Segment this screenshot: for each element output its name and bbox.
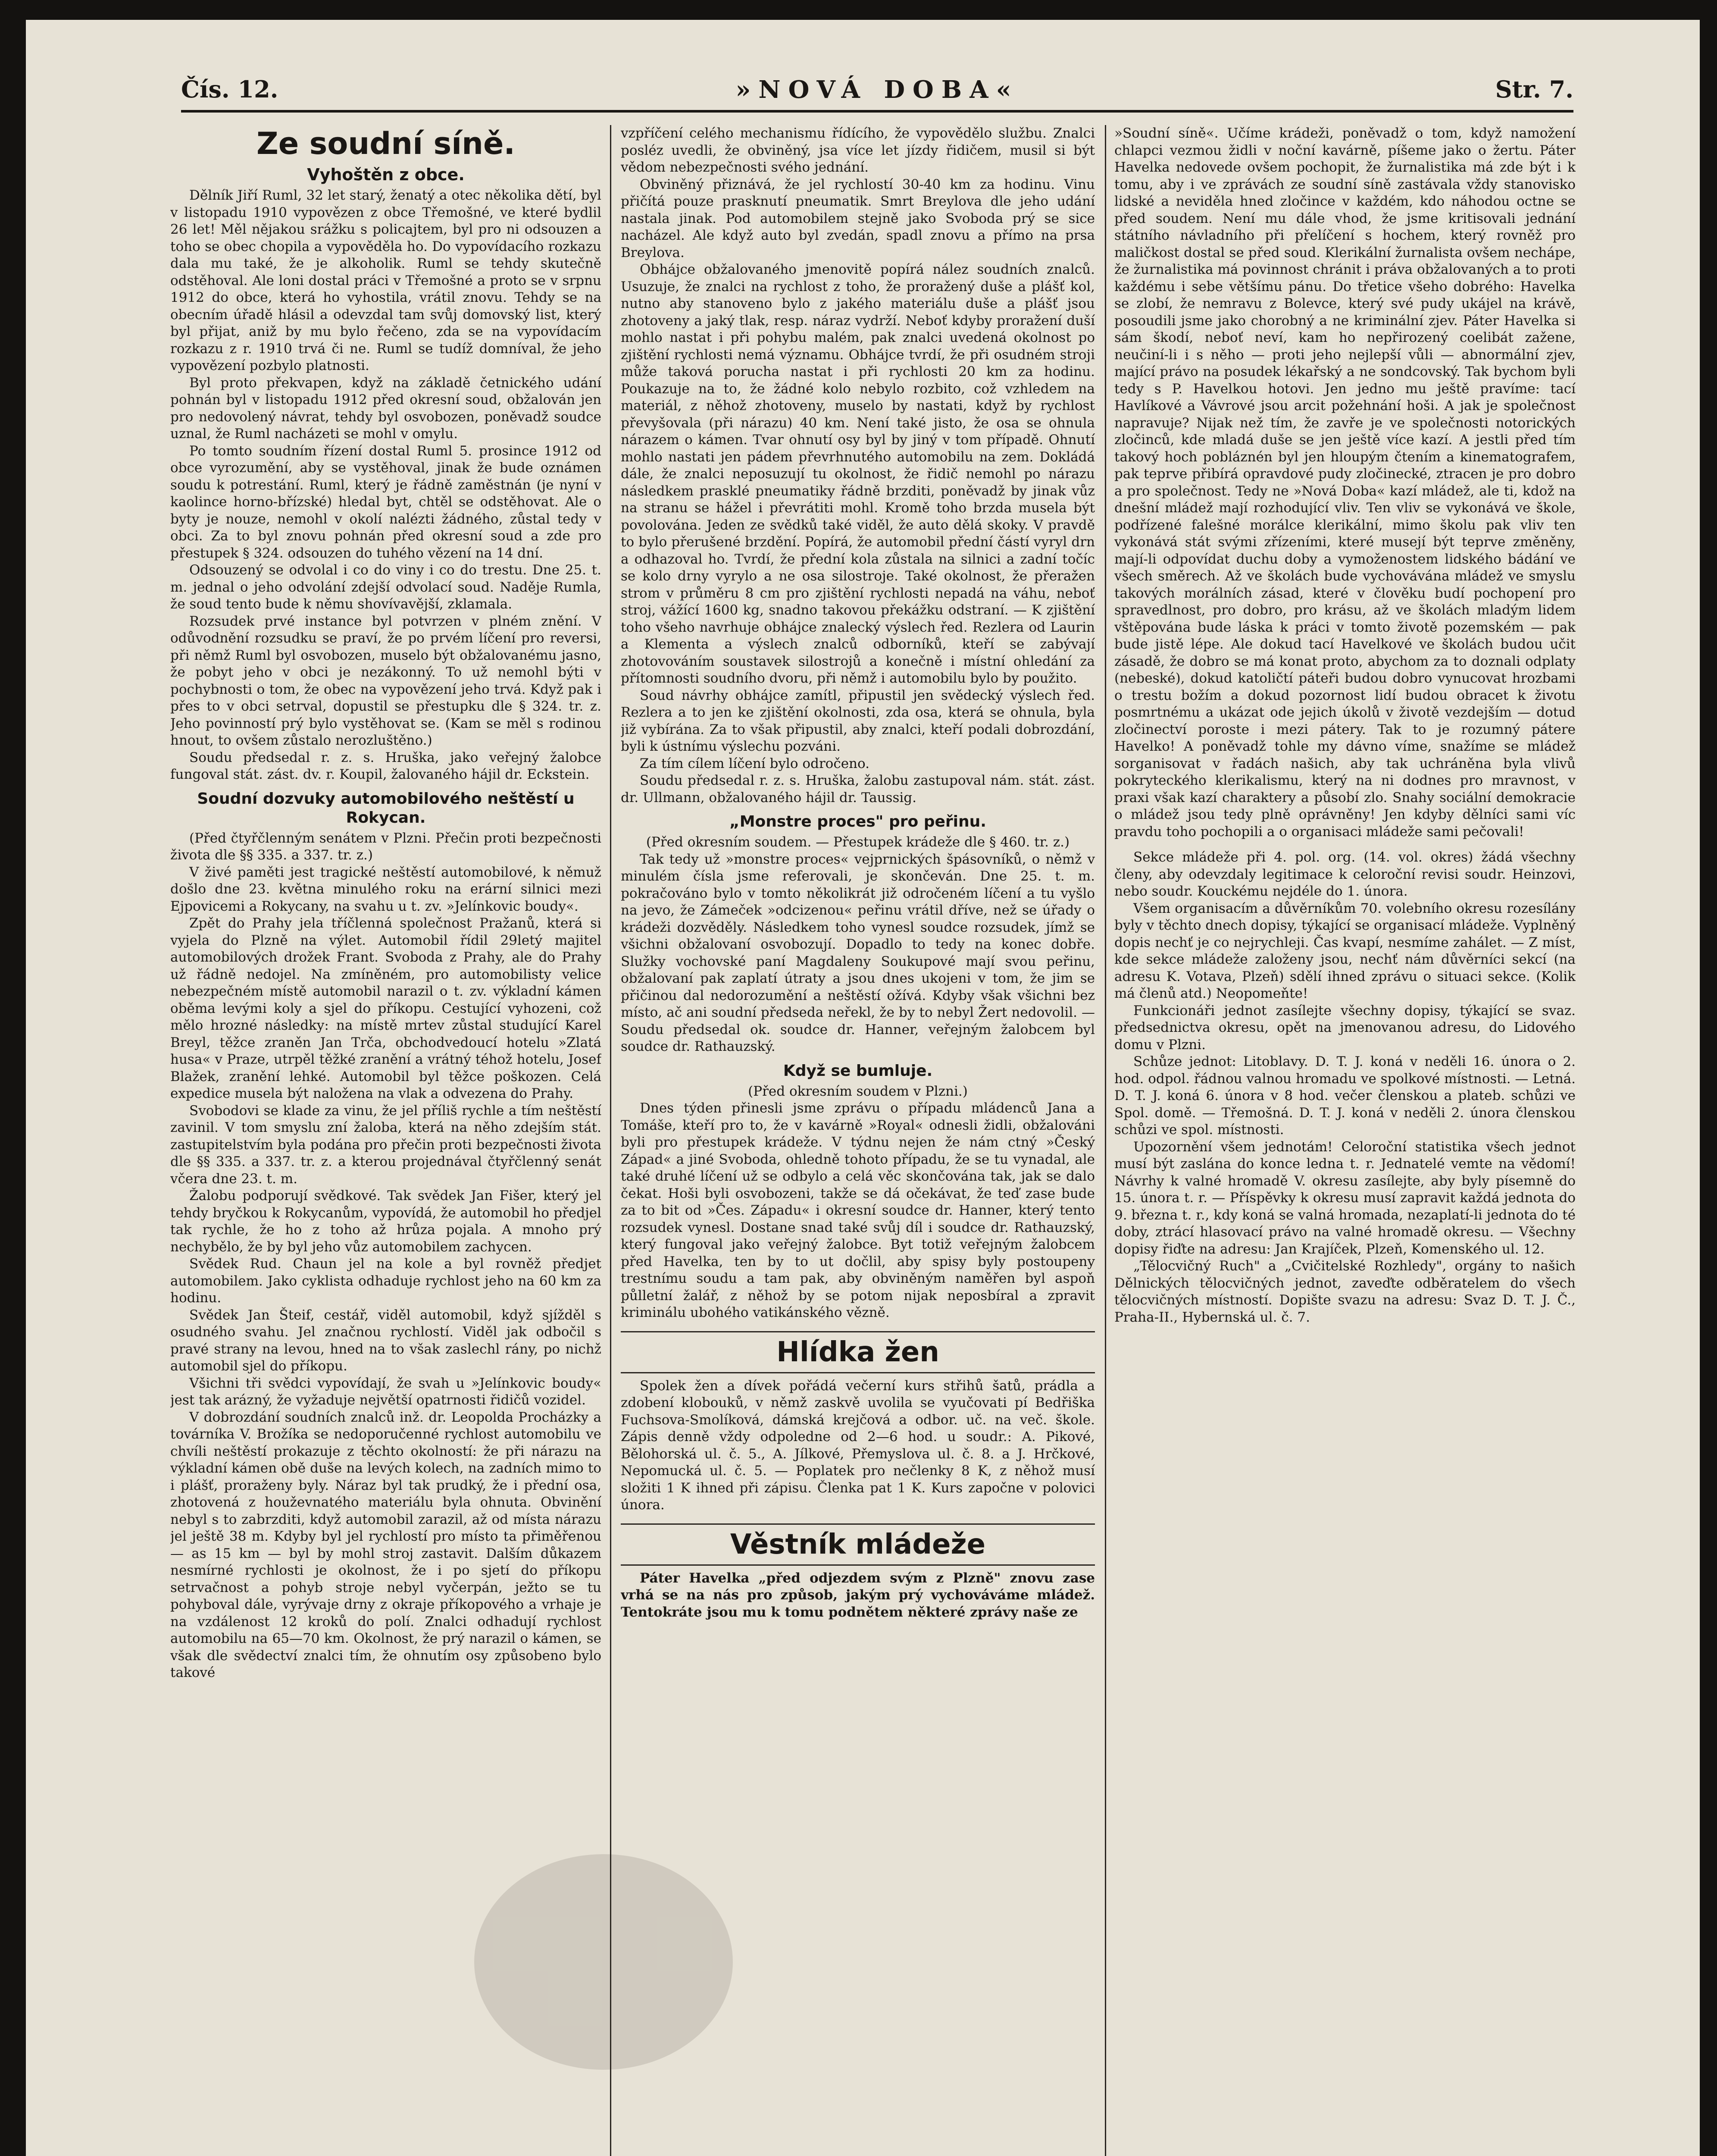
article-headline: „Monstre proces" pro peřinu.	[729, 813, 986, 830]
article-paragraph: Svědek Rud. Chaun jel na kole a byl rovněž předjet automobilem. Jako cyklista odhaduje rychlost jeho na 60 km za hodinu.	[170, 1256, 601, 1306]
column-rule	[1105, 125, 1106, 2156]
article-paragraph: (Před okresním soudem v Plzni.)	[748, 1083, 968, 1099]
article-paragraph: Schůze jednot: Litoblavy. D. T. J. koná v neděli 16. února o 2. hod. odpol. řádnou valnou hromadu ve spolkové místnosti. — Letná. D. T. J. koná 6. února v 8 hod. večer členskou a plateb. schůzi ve Spol. domě. — Třemošná. D. T. J. koná v neděli 2. února členskou schůzi ve spol. místnosti.	[1114, 1054, 1576, 1138]
section-title: Hlídka žen	[621, 1331, 1095, 1373]
article-paragraph: „Tělocvičný Ruch" a „Cvičitelské Rozhledy", orgány to našich Dělnických tělocvičných jednot, zaveďte odběratelem do všech tělocvičných místností. Dopište svazu na adresu: Svaz D. T. J. Č., Praha-II., Hybernská ul. č. 7.	[1114, 1258, 1576, 1325]
page-number: Str. 7.	[1495, 75, 1573, 103]
article-paragraph: Páter Havelka „před odjezdem svým z Plzně" znovu zase vrhá se na nás pro způsob, jakým prý vychováváme mládež. Tentokráte jsou mu k tomu podnětem některé zprávy naše ze	[621, 1570, 1095, 1620]
article-paragraph: Rozsudek prvé instance byl potvrzen v plném znění. V odůvodnění rozsudku se praví, že po prvém líčení pro reversi, při němž Ruml byl osvobozen, muselo být obžalovanému jasno, že pobyt jeho v obci je nezákonný. To už nemohl býti v pochybnosti o tom, že obec na vypovězení jeho trvá. Když pak i přes to v obci setrval, dopustil se přestupku dle § 324. tr. z. Jeho povinností prý bylo vystěhovat se. (Kam se měl s rodinou hnout, to ovšem zůstalo nerozluštěno.)	[170, 613, 601, 748]
scan-border-top	[0, 0, 1717, 20]
article-paragraph: Sekce mládeže při 4. pol. org. (14. vol. okres) žádá všechny členy, aby odevzdaly legitimace k celoroční revisi soudr. Heinzovi, nebo soudr. Kouckému nejdéle do 1. února.	[1114, 849, 1576, 899]
article-paragraph: Tak tedy už »monstre proces« vejprnických špásovníků, o němž v minulém čísla jsme referovali, je skončeván. Dne 25. t. m. pokračováno bylo v tomto několikrát již odročeném líčení a tu vyšlo na jevo, že Zámeček »odcizenou« peřinu vrátil dříve, než se úřady o krádeži dozvěděly. Následkem toho vynesl soudce rozsudek, jímž se všichni obžalovaní osvobozují. Dopadlo to tedy na konec dobře. Služky vochovské paní Magdaleny Soukupové mají svou peřinu, obžalovaní pak zaplatí útraty a jsou dnes ukojeni v tom, že jim se přičinou dal nedorozumění a neštěstí ožívá. Kdyby však všichni bez místo, ač ani soudní předseda neřekl, že by to nebyl Žert nedovolil. — Soudu předsedal ok. soudce dr. Hanner, veřejným žalobcem byl soudce dr. Rathauzský.	[621, 851, 1095, 1054]
article-paragraph: Všem organisacím a důvěrníkům 70. volebního okresu rozesílány byly v těchto dnech dopisy, týkající se organisací mládeže. Vyplněný dopis nechť je co nejrychleji. Čas kvapí, nesmíme zahálet. — Z míst, kde sekce mládeže založeny jsou, nechť nám důvěrníci sekcí (na adresu K. Votava, Plzeň) sdělí ihned zprávu o situaci sekce. (Kolik má členů atd.) Neopomeňte!	[1114, 900, 1576, 1001]
article-headline: Soudní dozvuky automobilového neštěstí u Rokycan.	[197, 790, 575, 827]
article-paragraph: Zpět do Prahy jela tříčlenná společnost Pražanů, která si vyjela do Plzně na výlet. Automobil řídil 29letý majitel automobilových drožek Frant. Svoboda z Prahy, ale do Prahy už řádně nedojel. Na zmíněném, pro automobilisty velice nebezpečném místě automobil narazil o t. zv. výkladní kámen oběma levými koly a sjel do příkopu. Cestující vyhozeni, což mělo hrozné následky: na místě mrtev zůstal studující Karel Breyl, těžce zraněn Jan Trča, obchodvedoucí hotelu »Zlatá husa« v Praze, utrpěl těžké zranění a vrátný téhož hotelu, Josef Blažek, zranění lehké. Automobil byl těžce poškozen. Celá expedice musela být naložena na vlak a odvezena do Prahy.	[170, 915, 601, 1101]
column-rule	[610, 125, 611, 2156]
article-paragraph: Svědek Jan Šteif, cestář, viděl automobil, když sjížděl s osudného svahu. Jel značnou rychlostí. Viděl jak odbočil s pravé strany na levou, hned na to však zaslechl rány, po nichž automobil sjel do příkopu.	[170, 1307, 601, 1374]
page-header	[181, 75, 1573, 113]
scan-border-left	[0, 0, 26, 2156]
article-headline: Vyhoštěn z obce.	[307, 165, 465, 184]
article-paragraph: Dnes týden přinesli jsme zprávu o případu mládenců Jana a Tomáše, kteří pro to, že v kavárně »Royal« odnesli židli, obžalováni byli pro přestupek krádeže. V týdnu nejen že nám ctný »Český Západ« a jiné Svoboda, ohledně tohoto případu, že se tu vynadal, ale také druhé líčení už se odbylo a celá věc skončována tak, jak se dalo čekat. Hoši byli osvobozeni, takže se dá očekávat, že teď zase bude za to bit od »Čes. Západu« i okresní soudce dr. Hanner, který tento rozsudek vynesl. Dostane snad také svůj díl i soudce dr. Rathauzský, který fungoval jako veřejný žalobce. Byt totiž veřejným žalobcem před Havelka, ten by to ut dočlil, aby spisy byly postoupeny trestnímu soudu a tam pak, aby obviněným naměřen byl aspoň půlletní žalář, z něhož by se potom nijak neposbíral a zpravit kriminálu ubohého vatikánského vězně.	[621, 1100, 1095, 1320]
article-paragraph: Soudu předsedal r. z. s. Hruška, žalobu zastupoval nám. stát. zást. dr. Ullmann, obžalovaného hájil dr. Taussig.	[621, 773, 1095, 805]
article-paragraph: Dělník Jiří Ruml, 32 let starý, ženatý a otec několika dětí, byl v listopadu 1910 vypovězen z obce Třemošné, ve které bydlil 26 let! Měl nějakou srážku s policajtem, byl pro ni odsouzen a toho se obec chopila a vypověděla ho. Do vypovídacího rozkazu dala mu také, že je alkoholik. Ruml se tehdy skutečně odstěhoval. Ale loni dostal práci v Třemošné a proto se v srpnu 1912 do obce, která ho vyhostila, vrátil znovu. Tehdy se na obecním úřadě hlásil a odevzdal tam svůj domovský list, který byl přijat, aniž by mu bylo řečeno, zda se na vypovídacím rozkazu z r. 1910 trvá či ne. Ruml se tudíž domníval, že jeho vypovězení pozbylo platnosti.	[170, 188, 601, 373]
scan-border-right	[1700, 0, 1717, 2156]
article-paragraph: Soud návrhy obhájce zamítl, připustil jen svědecký výslech řed. Rezlera a to jen ke zjištění okolnosti, zda osa, která se ohnula, byla již vybírána. Za to však připustil, aby znalci, kteří podali dobrozdání, byli k ústnímu výslechu pozváni.	[621, 687, 1095, 754]
article-paragraph: Funkcionáři jednot zasílejte všechny dopisy, týkající se svaz. předsednictva okresu, opět na jmenovanou adresu, do Lidového domu v Plzni.	[1114, 1003, 1576, 1053]
article-paragraph: Žalobu podporují svědkové. Tak svědek Jan Fišer, který jel tehdy bryčkou k Rokycanům, vypovídá, že automobil ho předjel tak rychle, že ho z toho až hrůza pojala. A mnoho prý nechybělo, že by byl jeho vůz automobilem zachycen.	[170, 1188, 601, 1255]
article-paragraph: (Před okresním soudem. — Přestupek krádeže dle § 460. tr. z.)	[646, 834, 1070, 850]
article-paragraph: Svobodovi se klade za vinu, že jel příliš rychle a tím neštěstí zavinil. V tom smyslu zní žaloba, která na něho zdejším stát. zastupitelstvím byla podána pro přečin proti bezpečnosti života dle §§ 335. a 337. tr. z. a kterou projednával čtyřčlenný senát včera dne 23. t. m.	[170, 1103, 601, 1187]
article-headline: Když se bumluje.	[783, 1062, 933, 1080]
section-title: Věstník mládeže	[621, 1523, 1095, 1566]
article-paragraph: Odsouzený se odvolal i co do viny i co do trestu. Dne 25. t. m. jednal o jeho odvolání zdejší odvolací soud. Naděje Rumla, že soud tento bude k němu shovívavější, zklamala.	[170, 562, 601, 612]
article-paragraph: (Před čtyřčlenným senátem v Plzni. Přečin proti bezpečnosti života dle §§ 335. a 337. tr. z.)	[170, 830, 601, 863]
column-3	[1114, 125, 1576, 2156]
article-paragraph: Spolek žen a dívek pořádá večerní kurs střihů šatů, prádla a zdobení klobouků, v němž zaskvě uvolila se vyučovati pí Bedřiška Fuchsova-Smolíková, dámská krejčová a odbor. uč. na več. škole. Zápis denně vždy odpoledne od 2—6 hod. u soudr.: A. Pikové, Bělohorská ul. č. 5., A. Jílkové, Přemyslova ul. č. 8. a J. Hrčkové, Nepomucká ul. č. 5. — Poplatek pro nečlenky 8 K, z něhož musí složiti 1 K ihned při zápisu. Členka pat 1 K. Kurs započne v polovici února.	[621, 1378, 1095, 1513]
article-paragraph: Obviněný přiznává, že jel rychlostí 30-40 km za hodinu. Vinu přičítá pouze prasknutí pneumatik. Smrt Breylova dle jeho udání nastala jinak. Pod automobilem stejně jako Svoboda prý se sice nacházel. Ale když auto byl zvedán, spadl znovu a přímo na prsa Breylova.	[621, 176, 1095, 260]
article-paragraph: Upozornění všem jednotám! Celoroční statistika všech jednot musí být zaslána do konce ledna t. r. Jednatelé vemte na vědomí! Návrhy k valné hromadě V. okresu zasílejte, aby byly písemně do 15. února t. r. — Příspěvky k okresu musí zapravit každá jednota do 9. března t. r., kdy koná se valná hromada, nezaplatí-li jednota do té doby, ztrácí hlasovací právo na valné hromadě okresu. — Všechny dopisy řiďte na adresu: Jan Krajíček, Plzeň, Komenského ul. 12.	[1114, 1139, 1576, 1257]
article-paragraph: Obhájce obžalovaného jmenovitě popírá nález soudních znalců. Usuzuje, že znalci na rychlost z toho, že proražený duše a plášť kol, nutno aby stanoveno bylo z jakého materiálu duše a plášť jsou zhotoveny a jaký tlak, resp. náraz vydrží. Neboť kdyby proražení duší mohlo nastat i při pohybu malém, pak znalci uvedená okolnost po zjištění rychlosti nemá významu. Obhájce tvrdí, že při osudném stroji může taková porucha nastat i při rychlosti 20 km za hodinu. Poukazuje na to, že žádné kolo nebylo rozbito, což vzhledem na materiál, z něhož zhotoveny, muselo by nastati, když by rychlost převyšovala (při nárazu) 40 km. Není také jisto, že osa se ohnula nárazem o kámen. Tvar ohnutí osy byl by jiný v tom případě. Ohnutí mohlo nastati jen pádem převrhnutého automobilu na zem. Dokládá dále, že znalci neposuzují tu okolnost, že řidič nemohl po nárazu následkem prasklé pneumatiky řádně brzditi, poněvadž by jinak vůz na stranu se hážel i převrátiti mohl. Kromě toho brzda musela být povolována. Jeden ze svědků také viděl, že auto dělá skoky. V pravdě to bylo přerušené brzdění. Popírá, že automobil přední částí vyryl drn a odhazoval ho. Tvrdí, že přední kola zůstala na silnici a zadní točíc se kolo drny vyrylo a ne osa silostroje. Také okolnost, že přeražen strom v průměru 8 cm pro zjištění rychlosti nepadá na váhu, neboť stroj, vážící 1600 kg, snadno takovou překážku odstraní. — K zjištění toho všeho navrhuje obhájce znalecký výslech řed. Rezlera od Laurin a Klementa a výslech znalců odborníků, kteří se zabývají zhotovováním soustavek silostrojů a konečně i místní ohledání za přítomnosti soudního dvoru, při němž i automobilu bylo by použito.	[621, 262, 1095, 686]
article-paragraph: Všichni tři svědci vypovídají, že svah u »Jelínkovic boudy« jest tak arázný, že vyžaduje největší opatrnosti řidičů vozidel.	[170, 1375, 601, 1408]
article-paragraph: Po tomto soudním řízení dostal Ruml 5. prosince 1912 od obce vyrozumění, aby se vystěhoval, jinak že bude oznámen soudu k potrestání. Ruml, který je řádně zaměstnán (je nyní v kaolince horno-břízské) hledal byt, chtěl se odstěhovat. Ale o byty je nouze, nemohl v okolí nalézti žádného, zůstal tedy v obci. Za to byl znovu pohnán před okresní soud a zde pro přestupek § 324. odsouzen do tuhého vězení na 14 dní.	[170, 443, 601, 561]
article-paragraph: V dobrozdání soudních znalců inž. dr. Leopolda Procházky a továrníka V. Brožíka se nedoporučenné rychlost automobilu ve chvíli neštěstí prokazuje z těchto okolností: že při nárazu na výkladní kámen obě duše na levých kolech, na zadních mimo to i plášť, proraženy byly. Náraz byl tak prudký, že i přední osa, zhotovená z houževnatého materiálu byla ohnuta. Obvinění nebyl s to zabrzditi, když automobil zarazil, až od místa nárazu jel ještě 38 m. Kdyby byl jel rychlostí pro místo ta přiměřenou — as 15 km — byl by mohl stroj zastavit. Dalším důkazem nesmírné rychlosti je okolnost, že i po sjetí do příkopu setrvačnost a pohyb stroje nebyl vyčerpán, ježto se tu pohyboval dále, vyrývaje drny z okraje příkopového a vrhaje je na vzdálenost 12 kroků do polí. Znalci odhadují rychlost automobilu na 65—70 km. Okolnost, že prý narazil o kámen, se však dle svědectví znalci tím, že ohnutím osy způsobeno bylo takové	[170, 1409, 601, 1680]
article-paragraph: V živé paměti jest tragické neštěstí automobilové, k němuž došlo dne 23. května minulého roku na erární silnici mezi Ejpovicemi a Rokycany, na svahu u t. zv. »Jelínkovic boudy«.	[170, 864, 601, 914]
article-paragraph: vzpříčení celého mechanismu řídícího, že vypovědělo službu. Znalci posléz uvedli, že obviněný, jsa více let jízdy řidičem, musil si být vědom nebezpečnosti svého jednání.	[621, 125, 1095, 175]
article-paragraph: Byl proto překvapen, když na základě četnického udání pohnán byl v listopadu 1912 před okresní soud, obžalován jen pro nedovolený návrat, tehdy byl osvobozen, poněvadž soudce uznal, že Ruml nacházeti se mohl v omylu.	[170, 375, 601, 442]
section-title: Ze soudní síně.	[256, 126, 516, 161]
column-2	[621, 125, 1095, 2156]
issue-number: Čís. 12.	[181, 75, 278, 103]
article-paragraph: Za tím cílem líčení bylo odročeno.	[640, 755, 869, 771]
article-paragraph: Soudu předsedal r. z. s. Hruška, jako veřejný žalobce fungoval stát. zást. dv. r. Koupil, žalovaného hájil dr. Eckstein.	[170, 749, 601, 782]
newspaper-title: »NOVÁ DOBA«	[735, 75, 1019, 104]
article-paragraph: »Soudní síně«. Učíme krádeži, poněvadž o tom, když namožení chlapci vezmou židli v noční kavárně, píšeme jako o žertu. Páter Havelka nedovede ovšem pochopit, že žurnalistika má zde být i k tomu, aby i ve zprávách ze soudní síně zastávala vždy stanovisko lidské a neviděla hned zločince v každém, kdo náhodou octne se před soudem. Není mu dále vhod, že jsme kritisovali jednání státního návladního při přelíčení s hochem, který rovněž pro maličkost dostal se před soud. Klerikální žurnalista ovšem nechápe, že žurnalistika má povinnost chránit i práva obžalovaných a to proti každému i sebe většímu pánu. Do třetice všeho dobrého: Havelka se zlobí, že nemravu z Bolevce, který své pudy ukájel na krávě, posoudili jsme jako chorobný a ne kriminální zjev. Páter Havelka si sám škodí, neboť neví, kam ho nepřirozený coelibát zažene, neučiní-li i s něho — proti jeho nejlepší vůli — abnormální zjev, mající právo na posudek lékařský a ne sondcovský. Tak bychom byli tedy s P. Havelkou hotovi. Jen jedno mu ještě pravíme: tací Havlíkové a Vávrové jsou arcit požehnání hoši. A jak je společnost napravuje? Nijak než tím, že zavře je ve společnosti notorických zločinců, kde mladá duše se jen ještě více kazí. A jestli před tím takový hoch pobláznén byl jen hloupým čtením a kinematografem, pak teprve přibírá opravdové pudy zločinecké, ztracen je pro dobro a pro společnost. Tedy ne »Nová Doba« kazí mládež, ale ti, kdož na dnešní mládež mají rozhodující vliv. Ten vliv se vykonává ve škole, podřízené falešné morálce klerikální, mimo školu pak vliv ten vykonává stát svými zřízeními, které musejí být teprve změněny, mají-li odpovídat duchu doby a vymoženostem lidského bádání ve všech směrech. Až ve školách bude vychovávána mládež ve smyslu takových morálních zásad, které v člověku budí pochopení pro spravedlnost, pro dobro, pro krásu, až ve školách mladým lidem vštěpována bude láska k práci v tomto životě pozemském — pak bude jistě lépe. Ale dokud tací Havelkové ve školách budou učit zásadě, že dobro se má konat proto, abychom za to doznali odplaty (nebeské), dokud katoličtí páteři budou dobro vynucovat hrozbami o trestu božím a dokud pozornost lidí budou obracet k životu posmrtnému a ukázat ode jejich úkolů v životě vezdejším — dotud zločinectví poroste i mezi pátery. Tak to je rozumný pátere Havelko! A poněvadž tohle my dávno víme, snažíme se mládež sorganisovat v řadách našich, aby tak uchráněna byla vlivů pokryteckého klerikalismu, který na ni dodnes pro mravnost, v praxi však kazí charaktery a působí zlo. Snahy sociální demokracie o mládež jsou tedy plně oprávněny! Jen kdyby dělníci sami víc pravdu toho pochopili a o organisaci mládeže sami pečovali!	[1114, 125, 1576, 840]
column-1	[170, 125, 601, 2156]
